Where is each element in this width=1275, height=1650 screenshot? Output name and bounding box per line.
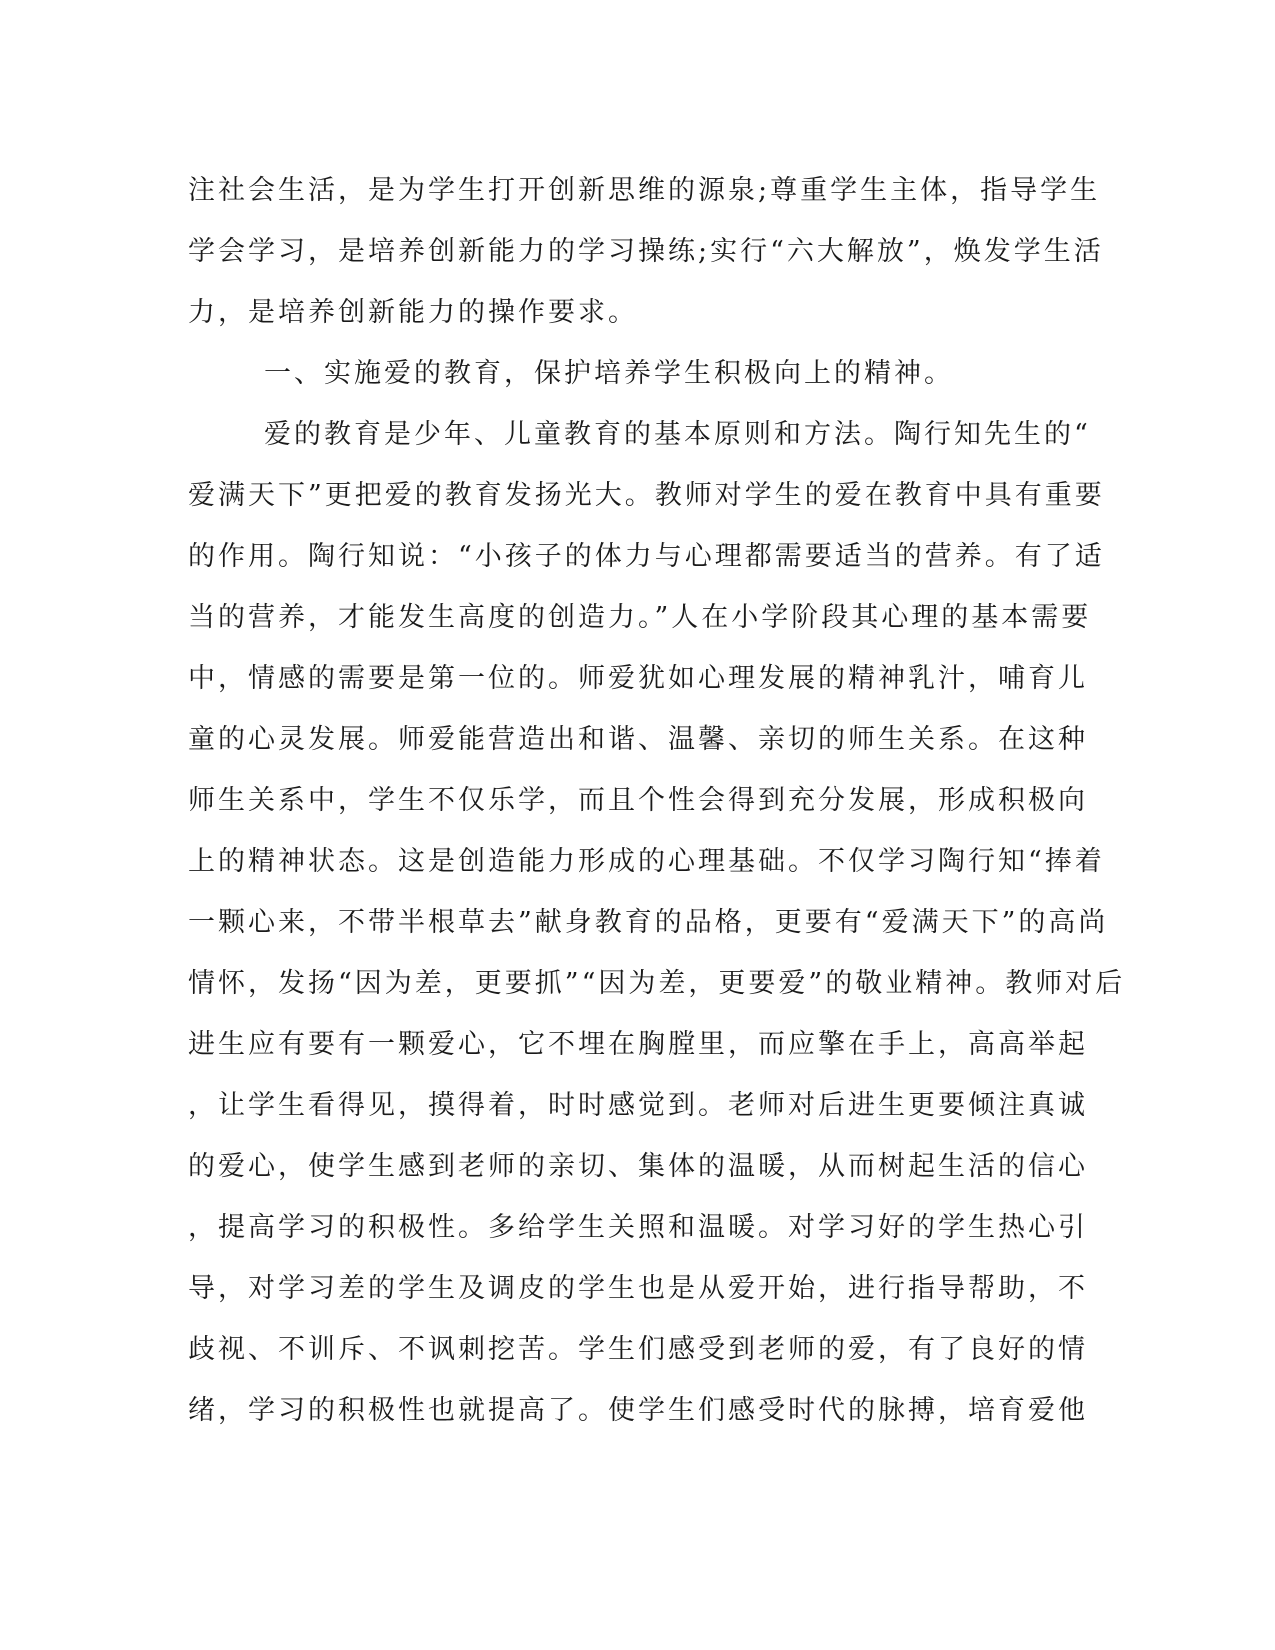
text-line: 进生应有要有一颗爱心，它不埋在胸膛里，而应擎在手上，高高举起 xyxy=(188,1029,1088,1060)
text-line: 的作用。陶行知说：“小孩子的体力与心理都需要适当的营养。有了适 xyxy=(188,541,1105,572)
text-line: 绪，学习的积极性也就提高了。使学生们感受时代的脉搏，培育爱他 xyxy=(188,1395,1088,1426)
text-line: 爱满天下”更把爱的教育发扬光大。教师对学生的爱在教育中具有重要 xyxy=(188,480,1105,511)
text-line: ，让学生看得见，摸得着，时时感觉到。老师对后进生更要倾注真诚 xyxy=(188,1090,1088,1121)
text-line: 注社会生活，是为学生打开创新思维的源泉;尊重学生主体，指导学生 xyxy=(188,175,1101,206)
body-text xyxy=(188,160,1126,1441)
text-line: 力，是培养创新能力的操作要求。 xyxy=(188,297,638,328)
text-line: 中，情感的需要是第一位的。师爱犹如心理发展的精神乳汁，哺育儿 xyxy=(188,663,1088,694)
text-line: 情怀，发扬“因为差，更要抓”“因为差，更要爱”的敬业精神。教师对后 xyxy=(188,968,1126,999)
section-heading: 一、实施爱的教育，保护培养学生积极向上的精神。 xyxy=(264,358,954,389)
text-line: 歧视、不训斥、不讽刺挖苦。学生们感受到老师的爱，有了良好的情 xyxy=(188,1334,1088,1365)
text-line: 童的心灵发展。师爱能营造出和谐、温馨、亲切的师生关系。在这种 xyxy=(188,724,1088,755)
text-line: 一颗心来，不带半根草去”献身教育的品格，更要有“爱满天下”的高尚 xyxy=(188,907,1109,938)
text-line: 上的精神状态。这是创造能力形成的心理基础。不仅学习陶行知“捧着 xyxy=(188,846,1105,877)
paragraph-first-line: 爱的教育是少年、儿童教育的基本原则和方法。陶行知先生的“ xyxy=(264,419,1091,450)
text-line: 师生关系中，学生不仅乐学，而且个性会得到充分发展，形成积极向 xyxy=(188,785,1088,816)
text-line: 的爱心，使学生感到老师的亲切、集体的温暖，从而树起生活的信心 xyxy=(188,1151,1088,1182)
text-line: 当的营养，才能发生高度的创造力。”人在小学阶段其心理的基本需要 xyxy=(188,602,1092,633)
text-line: 学会学习，是培养创新能力的学习操练;实行“六大解放”，焕发学生活 xyxy=(188,236,1104,267)
text-line: 导，对学习差的学生及调皮的学生也是从爱开始，进行指导帮助，不 xyxy=(188,1273,1088,1304)
text-line: ，提高学习的积极性。多给学生关照和温暖。对学习好的学生热心引 xyxy=(188,1212,1088,1243)
